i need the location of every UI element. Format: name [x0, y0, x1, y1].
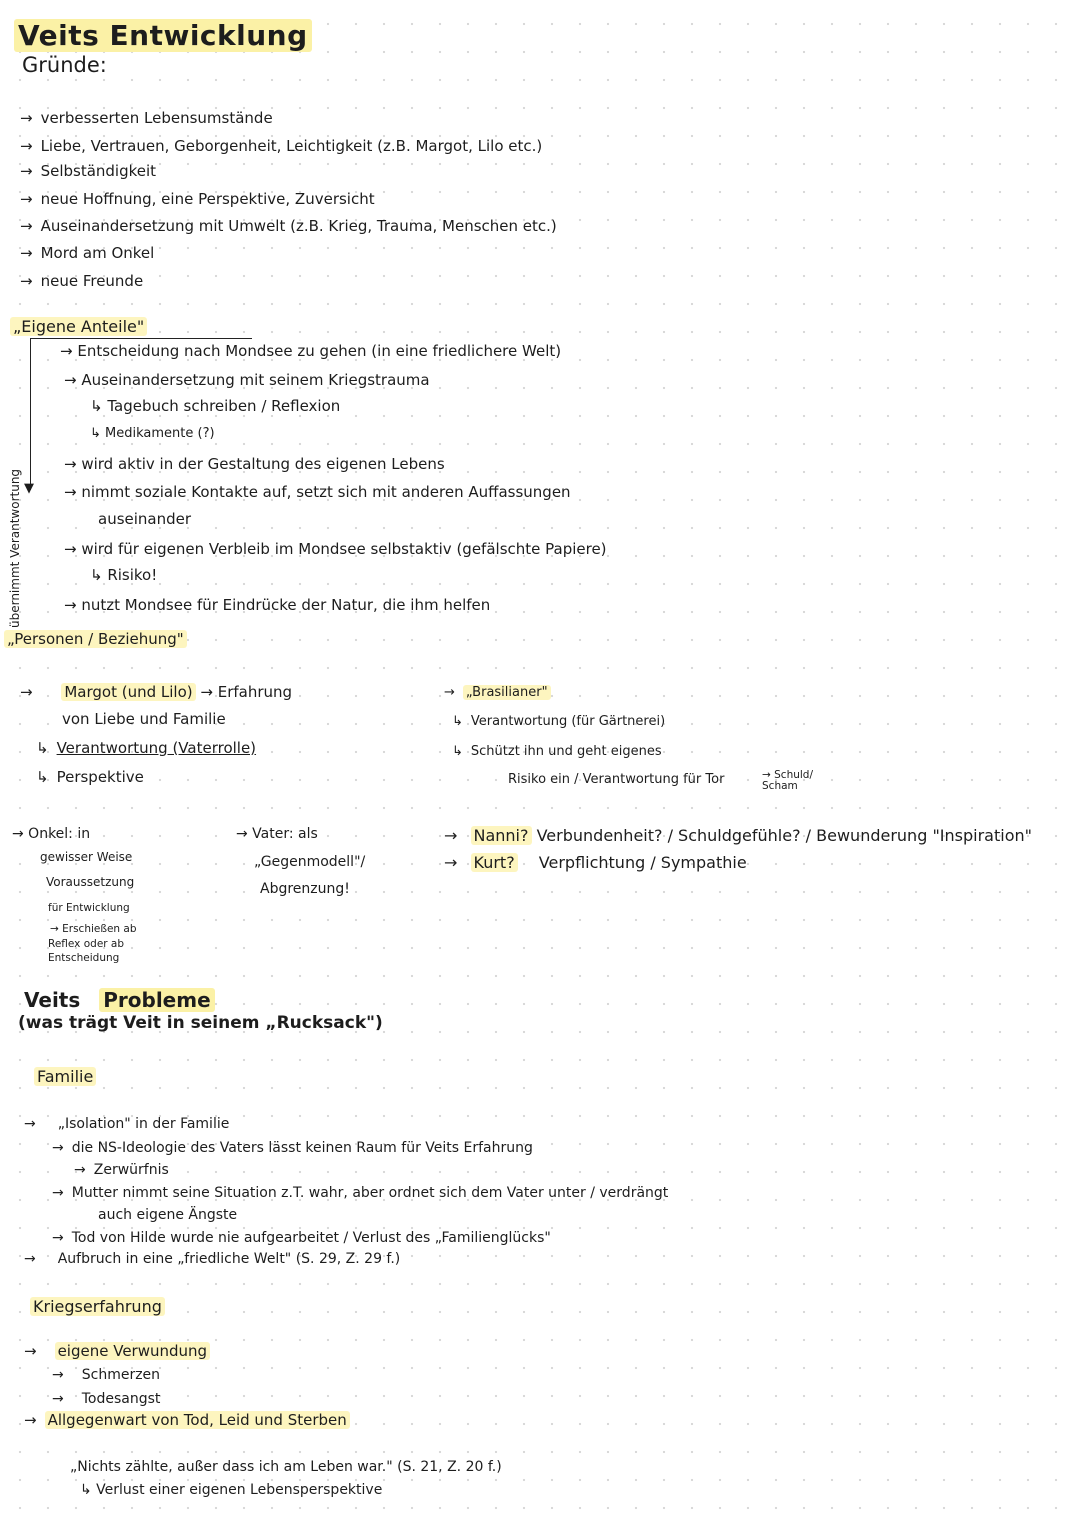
page-title-text: Veits Entwicklung — [14, 19, 312, 52]
eigene-bracket-line — [30, 338, 31, 490]
familie-line — [24, 1251, 400, 1267]
eigene-heading-text: „Eigene Anteile" — [10, 317, 147, 336]
list-item — [20, 218, 557, 235]
brasilianer-sub-cont: Risiko ein / Verantwortung für Tor — [508, 772, 725, 787]
arrow-icon: → — [20, 683, 33, 701]
list-item — [20, 245, 154, 262]
arrow-icon: → — [20, 109, 33, 127]
arrow-icon: → — [20, 244, 33, 262]
arrow-icon: → — [52, 1367, 64, 1383]
arrow-icon: → — [24, 1342, 37, 1360]
list-item-text: Mord am Onkel — [40, 244, 155, 262]
onkel-line: für Entwicklung — [48, 902, 130, 914]
arrow-icon: → — [20, 190, 33, 208]
familie-line — [52, 1140, 533, 1156]
arrow-icon: → — [20, 162, 33, 180]
brasilianer-block — [444, 686, 551, 701]
list-item — [20, 138, 542, 155]
familie-line — [52, 1185, 668, 1201]
eigene-bracket-top — [30, 338, 252, 339]
personen-heading — [4, 631, 187, 648]
nanni-line — [444, 827, 1032, 845]
onkel-line: Entscheidung — [48, 952, 120, 964]
familie-heading-text: Familie — [34, 1067, 96, 1086]
list-item-text: Selbständigkeit — [40, 162, 157, 180]
familie-line — [74, 1162, 169, 1178]
eigene-heading — [10, 318, 147, 336]
familie-line-text: „Isolation" in der Familie — [57, 1116, 230, 1132]
krieg-line-text: Todesangst — [81, 1391, 161, 1407]
probleme-heading-a: Veits — [24, 988, 81, 1012]
list-item — [20, 191, 375, 208]
brasilianer-sub-text: Verantwortung (für Gärtnerei) — [470, 714, 666, 729]
eigene-line: ↳ Medikamente (?) — [90, 426, 215, 441]
onkel-line: → Erschießen ab — [50, 923, 137, 935]
list-item — [20, 273, 143, 290]
krieg-line: ↳ Verlust einer eigenen Lebensperspektive — [80, 1482, 383, 1498]
eigene-line: → nimmt soziale Kontakte auf, setzt sich mit anderen Auffassungen — [64, 483, 571, 501]
familie-line-cont: auch eigene Ängste — [98, 1207, 238, 1223]
kurt-name: Kurt? — [471, 853, 518, 872]
krieg-line — [52, 1367, 160, 1383]
eigene-line: → nutzt Mondsee für Eindrücke der Natur, die ihm helfen — [64, 596, 491, 614]
arrow-icon: → — [24, 1116, 36, 1132]
nanni-name: Nanni? — [471, 826, 532, 845]
brasilianer-sub-text: Schützt ihn und geht eigenes — [470, 744, 662, 759]
krieg-line — [24, 1412, 350, 1429]
arrow-icon: ↳ — [36, 768, 49, 786]
krieg-line-text: Allgegenwart von Tod, Leid und Sterben — [45, 1411, 350, 1429]
side-label: übernimmt Verantwortung — [8, 468, 22, 628]
arrow-icon: → — [24, 1251, 36, 1267]
familie-heading — [34, 1068, 96, 1086]
list-item — [20, 110, 273, 127]
eigene-line: → Auseinandersetzung mit seinem Kriegstrauma — [64, 371, 430, 389]
krieg-heading — [30, 1298, 165, 1316]
familie-line — [52, 1230, 551, 1246]
arrow-icon: → — [444, 853, 458, 872]
vater-line: „Gegenmodell"/ — [254, 854, 366, 870]
arrow-icon: → — [52, 1140, 64, 1156]
familie-line-text: Zerwürfnis — [93, 1162, 169, 1178]
eigene-line: → wird für eigenen Verbleib im Mondsee selbstaktiv (gefälschte Papiere) — [64, 540, 607, 558]
page-title — [14, 20, 312, 52]
arrow-icon: → — [52, 1230, 64, 1246]
arrow-icon: → — [20, 272, 33, 290]
eigene-line: auseinander — [98, 510, 192, 528]
familie-line-text: Mutter nimmt seine Situation z.T. wahr, aber ordnet sich dem Vater unter / verdrängt — [71, 1185, 669, 1201]
margot-sub — [36, 740, 256, 757]
list-item-text: neue Freunde — [40, 272, 144, 290]
probleme-heading — [24, 989, 215, 1012]
arrow-icon: ↳ — [36, 739, 49, 757]
arrow-icon: → — [52, 1391, 64, 1407]
probleme-subheading: (was trägt Veit in seinem „Rucksack") — [18, 1013, 383, 1033]
arrow-icon: → — [20, 217, 33, 235]
margot-sub-text: Verantwortung (Vaterrolle) — [56, 739, 257, 757]
krieg-line — [52, 1391, 160, 1407]
list-item-text: Auseinandersetzung mit Umwelt (z.B. Krieg, Trauma, Menschen etc.) — [40, 217, 557, 235]
margot-sub — [36, 769, 144, 786]
arrow-icon: → — [444, 826, 458, 845]
margot-rest: → Erfahrung — [200, 683, 293, 701]
eigene-line: ↳ Risiko! — [90, 566, 158, 584]
krieg-line — [24, 1343, 210, 1360]
vater-line: → Vater: als — [236, 826, 318, 842]
subtitle: Gründe: — [22, 53, 107, 77]
list-item — [20, 163, 156, 180]
arrow-icon: → — [24, 1411, 37, 1429]
arrow-icon: → — [444, 685, 455, 700]
nanni-text: Verbundenheit? / Schuldgefühle? / Bewunderung "Inspiration" — [536, 826, 1032, 845]
vater-line: Abgrenzung! — [260, 881, 350, 897]
probleme-heading-b: Probleme — [99, 988, 214, 1012]
familie-line-text: die NS-Ideologie des Vaters lässt keinen Raum für Veits Erfahrung — [71, 1140, 533, 1156]
onkel-line: Voraussetzung — [46, 875, 135, 889]
margot-title: Margot (und Lilo) — [61, 683, 195, 701]
eigene-line: ↳ Tagebuch schreiben / Reflexion — [90, 397, 341, 415]
onkel-line: → Onkel: in — [12, 826, 91, 842]
margot-line2: von Liebe und Familie — [62, 710, 226, 728]
krieg-line-text: eigene Verwundung — [55, 1342, 210, 1360]
brasilianer-sub — [452, 745, 662, 760]
personen-heading-text: „Personen / Beziehung" — [4, 630, 187, 648]
kurt-text: Verpflichtung / Sympathie — [538, 853, 747, 872]
list-item-text: Liebe, Vertrauen, Geborgenheit, Leichtigkeit (z.B. Margot, Lilo etc.) — [40, 137, 543, 155]
brasilianer-title: „Brasilianer" — [463, 685, 551, 700]
onkel-line: Reflex oder ab — [48, 938, 125, 950]
arrow-icon: ↳ — [452, 744, 463, 759]
margot-block — [20, 684, 292, 701]
arrow-icon: → — [74, 1162, 86, 1178]
krieg-heading-text: Kriegserfahrung — [30, 1297, 165, 1316]
list-item-text: neue Hoffnung, eine Perspektive, Zuversicht — [40, 190, 375, 208]
arrow-icon: → — [52, 1185, 64, 1201]
margot-sub-text: Perspektive — [56, 768, 144, 786]
eigene-line: → wird aktiv in der Gestaltung des eigenen Lebens — [64, 455, 445, 473]
krieg-line-text: Schmerzen — [81, 1367, 161, 1383]
familie-line-text: Aufbruch in eine „friedliche Welt" (S. 29, Z. 29 f.) — [57, 1251, 401, 1267]
arrow-icon: ↳ — [452, 714, 463, 729]
krieg-quote: „Nichts zählte, außer dass ich am Leben war." (S. 21, Z. 20 f.) — [70, 1459, 502, 1475]
brasilianer-note: → Schuld/ Scham — [762, 769, 814, 793]
chevron-down-icon: ▼ — [24, 481, 34, 496]
familie-line-text: Tod von Hilde wurde nie aufgearbeitet / Verlust des „Familienglücks" — [71, 1230, 551, 1246]
kurt-line — [444, 854, 747, 872]
brasilianer-sub — [452, 715, 665, 730]
eigene-line: → Entscheidung nach Mondsee zu gehen (in eine friedlichere Welt) — [60, 342, 562, 360]
list-item-text: verbesserten Lebensumstände — [40, 109, 273, 127]
familie-line — [24, 1116, 229, 1132]
onkel-line: gewisser Weise — [40, 850, 133, 864]
arrow-icon: → — [20, 137, 33, 155]
